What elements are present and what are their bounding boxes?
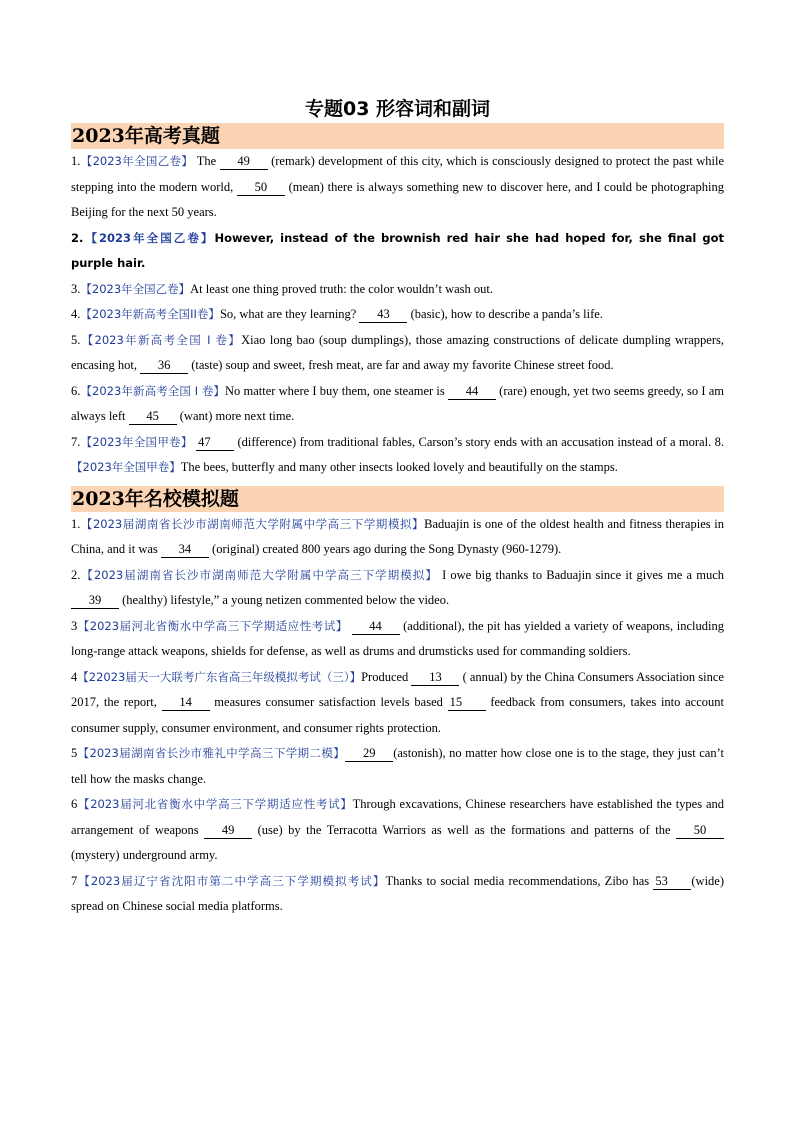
question-item <box>71 379 724 430</box>
question-item <box>71 226 724 277</box>
answer-blank: 14 <box>162 695 210 711</box>
question-text: (difference) from traditional fables, Carson’s story ends with an accusation instead of a moral. <box>234 434 715 449</box>
question-text: ( annual) by the China Consumers Association since 2017, the report, <box>71 669 724 709</box>
section-heading-mock: 2023年名校模拟题 <box>71 486 724 512</box>
question-source: 【22023届天一大联考广东省高三年级模拟考试（三）】 <box>77 669 362 684</box>
question-text: (mean) there is always something new to discover here, and I could be photographing Beijing for the next 50 years. <box>71 179 724 219</box>
page-title: 专题03 形容词和副词 <box>304 98 491 120</box>
answer-blank: 53 <box>653 874 691 890</box>
question-text: The <box>193 154 220 168</box>
question-source: 【2023年全国乙卷】 <box>83 230 215 245</box>
question-number: 6 <box>71 797 78 811</box>
answer-blank: 29 <box>345 746 393 762</box>
question-number: 1. <box>71 154 81 168</box>
question-text: (remark) development of this city, which is consciously designed to protect the past while stepping into the modern world, <box>71 154 724 194</box>
question-number: 7. <box>71 434 81 449</box>
question-text: Produced <box>361 669 412 684</box>
question-text: Baduajin is one of the oldest health and fitness therapies in China, and it was <box>71 516 725 556</box>
question-text: (astonish), no matter how close one is to the stage, they just can’t tell how the masks change. <box>71 746 725 786</box>
question-item <box>71 741 724 792</box>
answer-blank: 47 <box>196 435 234 451</box>
answer-blank: 44 <box>448 384 496 400</box>
question-text: (want) more next time. <box>176 409 295 423</box>
question-number: 7 <box>71 873 78 888</box>
question-source: 【2023年新高考全国 I 卷】 <box>80 383 226 398</box>
question-number: 4. <box>71 307 81 321</box>
question-text: No matter where I buy them, one steamer is <box>225 383 448 398</box>
question-item <box>71 430 724 481</box>
question-item <box>71 512 724 563</box>
answer-blank: 49 <box>204 823 252 839</box>
question-source: 【2023届河北省衡水中学高三下学期适应性考试】 <box>77 618 348 633</box>
question-item <box>71 149 724 226</box>
question-item <box>71 302 724 328</box>
question-text: (rare) enough, yet two seems greedy, so I am always left <box>71 383 725 423</box>
question-text: The bees, butterfly and many other insects looked lovely and beautifully on the stamps. <box>180 460 618 474</box>
question-item <box>71 869 724 920</box>
question-text: (mystery) underground army. <box>71 848 218 862</box>
question-source: 【2023届河北省衡水中学高三下学期适应性考试】 <box>77 797 353 811</box>
answer-blank: 44 <box>352 619 400 635</box>
question-text: (use) by the Terracotta Warriors as well as the formations and patterns of the <box>252 822 676 837</box>
question-text: (additional), the pit has yielded a variety of weapons, including long-range attack weapons, shields for defense, as well as drums and drumsticks used for commanding soldiers. <box>71 618 725 658</box>
question-text: I owe big thanks to Baduajin since it gives me a much <box>437 567 724 582</box>
question-text: At least one thing proved truth: the color wouldn’t wash out. <box>190 281 494 296</box>
question-source: 【2023年全国乙卷】 <box>80 154 194 168</box>
question-text: (original) created 800 years ago during the Song Dynasty (960-1279). <box>208 542 562 556</box>
question-number: 1. <box>71 516 81 531</box>
question-text: (basic), how to describe a panda’s life. <box>407 307 603 321</box>
question-text: feedback from consumers, takes into account consumer supply, consumer environment, and consumer rights protection. <box>71 695 724 735</box>
question-text: Through excavations, Chinese researchers have established the types and arrangement of weapons <box>71 797 725 837</box>
question-number: 5. <box>71 332 81 347</box>
answer-blank: 43 <box>359 307 407 323</box>
answer-blank: 13 <box>411 670 459 686</box>
answer-blank: 39 <box>71 593 119 609</box>
answer-blank: 34 <box>161 542 209 558</box>
question-item <box>71 792 724 869</box>
question-item <box>71 563 724 614</box>
question-number: 2. <box>71 567 81 582</box>
question-item <box>71 614 724 665</box>
question-text: measures consumer satisfaction levels based <box>209 695 448 709</box>
question-source: 【2023年新高考全国II卷】 <box>80 307 220 321</box>
answer-blank: 45 <box>129 409 177 425</box>
question-item <box>71 665 724 742</box>
question-number: 6. <box>71 383 81 398</box>
question-number: 2. <box>71 230 84 245</box>
question-source: 【2023年全国甲卷】 <box>71 460 181 474</box>
answer-blank: 15 <box>448 695 486 711</box>
question-source: 【2023年全国乙卷】 <box>80 281 191 296</box>
question-text: (healthy) lifestyle,” a young netizen commented below the video. <box>119 593 450 607</box>
question-text: Xiao long bao (soup dumplings), those amazing constructions of delicate dumpling wrappers, encasing hot, <box>71 332 724 372</box>
question-source: 【2023届湖南省长沙市雅礼中学高三下学期二模】 <box>77 746 346 760</box>
question-text: Thanks to social media recommendations, Zibo has <box>385 873 654 888</box>
question-text: So, what are they learning? <box>219 307 360 321</box>
answer-blank: 49 <box>220 154 268 170</box>
question-source: 【2023年新高考全国 I 卷】 <box>80 332 242 347</box>
question-source: 【2023届湖南省长沙市湖南师范大学附属中学高三下学期模拟】 <box>80 567 438 582</box>
answer-blank: 36 <box>140 358 188 374</box>
question-source: 【2023届湖南省长沙市湖南师范大学附属中学高三下学期模拟】 <box>80 516 425 531</box>
question-number: 3 <box>71 618 78 633</box>
question-number: 5 <box>71 746 78 760</box>
answer-blank: 50 <box>237 180 285 196</box>
answer-blank: 50 <box>676 823 724 839</box>
document-page <box>71 96 724 920</box>
question-text: (wide) spread on Chinese social media platforms. <box>71 873 724 913</box>
question-number: 3. <box>71 281 81 296</box>
question-item <box>71 277 724 303</box>
question-number: 4 <box>71 669 78 684</box>
question-text: However, instead of the brownish red hair she had hoped for, she final got purple hair. <box>71 230 724 270</box>
question-source: 【2023年全国甲卷】 <box>80 434 193 449</box>
question-text: (taste) soup and sweet, fresh meat, are far and away my favorite Chinese street food. <box>188 358 614 372</box>
question-source: 【2023届辽宁省沈阳市第二中学高三下学期模拟考试】 <box>77 873 386 888</box>
question-number: 8. <box>714 434 724 449</box>
section-heading-exam: 2023年高考真题 <box>71 123 724 149</box>
question-item <box>71 328 724 379</box>
